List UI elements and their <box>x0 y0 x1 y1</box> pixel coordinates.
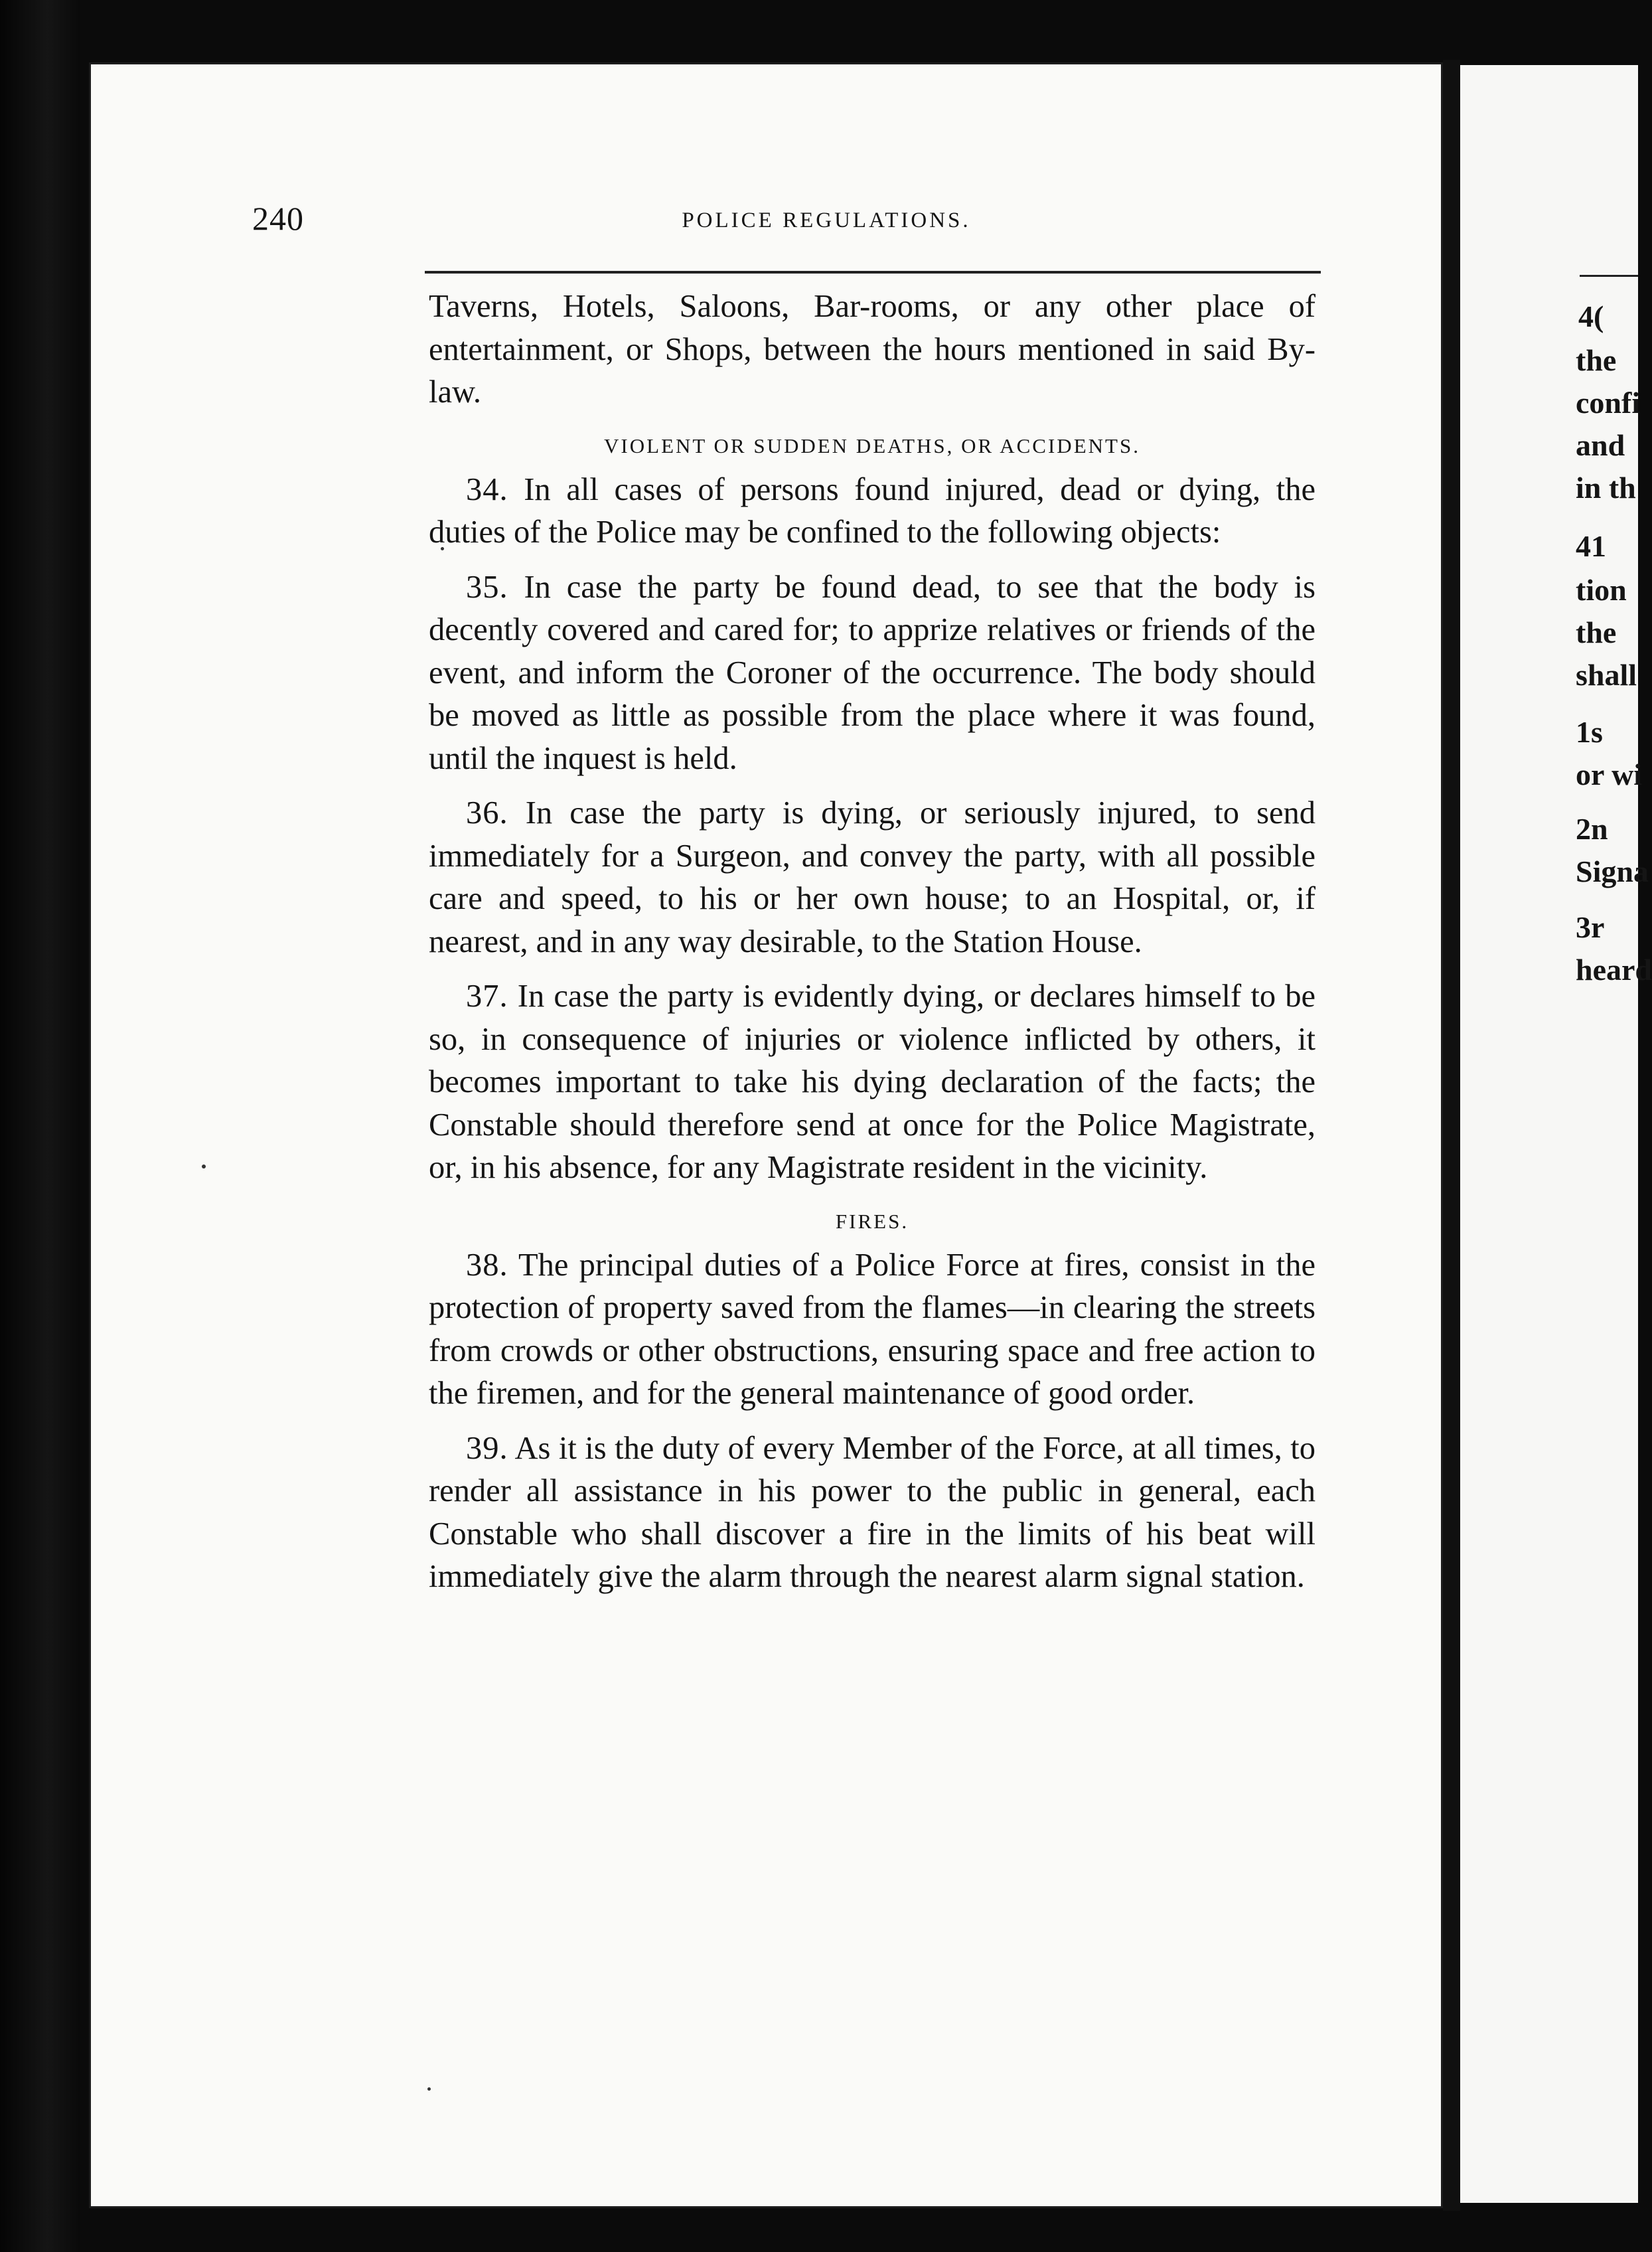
facing-fragment: the <box>1576 615 1617 649</box>
paper-speck <box>427 2087 431 2091</box>
page-number: 240 <box>252 200 304 237</box>
facing-fragment: tion <box>1576 573 1627 607</box>
facing-fragment: in th <box>1576 471 1636 505</box>
paragraph-text: In case the party be found dead, to see that the body is decently covered and cared for; to apprize relatives or friends of the event, and inform the Coroner of the occurrence. The body should be moved as little as possible from the place where it was found, until the inquest is held. <box>429 569 1316 776</box>
facing-fragment: Signa <box>1576 854 1649 888</box>
intro-paragraph: Taverns, Hotels, Saloons, Bar-rooms, or any other place of entertainment, or Shops, between the hours mentioned in said By-law. <box>429 289 1315 410</box>
paragraph-37 <box>429 975 1315 1190</box>
running-head-title: POLICE REGULATIONS. <box>682 208 971 232</box>
paragraph-text: In case the party is dying, or seriously injured, to send immediately for a Surgeon, and convey the party, with all possible care and speed, to his or her own house; to an Hospital, or, if nearest, and in any way desirable, to the Station House. <box>429 795 1315 959</box>
facing-fragment: 4( <box>1578 299 1604 333</box>
header-rule <box>425 271 1321 274</box>
paragraph-39 <box>429 1427 1315 1599</box>
body-text <box>429 285 1315 1599</box>
book-gutter <box>1443 60 1460 2211</box>
scanner-border <box>0 0 80 2252</box>
facing-fragment: heard <box>1576 953 1652 987</box>
facing-fragment: the <box>1576 343 1617 377</box>
paragraph-number: 38. <box>466 1247 508 1283</box>
section-heading-deaths: VIOLENT OR SUDDEN DEATHS, OR ACCIDENTS. <box>604 434 1140 457</box>
paragraph-text: The principal duties of a Police Force at fires, consist in the protection of property saved from the flames—in clearing the streets from crowds or other obstructions, ensuring space and free action to the firemen, and for the general maintenance of good order. <box>429 1247 1316 1411</box>
paragraph-number: 39. <box>466 1430 508 1466</box>
facing-fragment: 41 <box>1576 529 1606 563</box>
paragraph-number: 35. <box>466 569 508 605</box>
facing-fragment: 1s <box>1576 715 1603 749</box>
paragraph-text: In case the party is evidently dying, or declares himself to be so, in consequence of injuries or violence inflicted by others, it becomes important to take his dying declaration of the facts; the Constable should therefore send at once for the Police Magistrate, or, in his absence, for any Magistrate resident in the vicinity. <box>429 979 1316 1185</box>
paragraph-36 <box>429 792 1315 963</box>
paragraph-number: 37. <box>466 979 508 1014</box>
paragraph-38 <box>429 1244 1315 1415</box>
paragraph-text: In all cases of persons found injured, dead or dying, the duties of the Police may be confined to the following objects: <box>429 471 1315 550</box>
paragraph-text: As it is the duty of every Member of the Force, at all times, to render all assistance in his power to the public in general, each Constable who shall discover a fire in the limits of his beat will immediately give the alarm through the nearest alarm signal station. <box>429 1430 1315 1594</box>
paper-speck <box>202 1165 206 1168</box>
facing-fragment: confi <box>1576 386 1641 420</box>
facing-fragment: and <box>1576 428 1625 462</box>
facing-fragment: shall <box>1576 658 1637 692</box>
facing-fragment: 3r <box>1576 910 1605 944</box>
paragraph-34 <box>429 469 1315 554</box>
facing-page-rule <box>1580 275 1638 277</box>
facing-fragment: or wi <box>1576 758 1643 791</box>
paragraph-35 <box>429 566 1315 781</box>
paragraph-number: 34. <box>466 471 508 507</box>
facing-fragment: 2n <box>1576 812 1608 846</box>
section-heading-fires: FIRES. <box>835 1209 909 1233</box>
paragraph-number: 36. <box>466 795 508 831</box>
running-head <box>252 199 1321 239</box>
